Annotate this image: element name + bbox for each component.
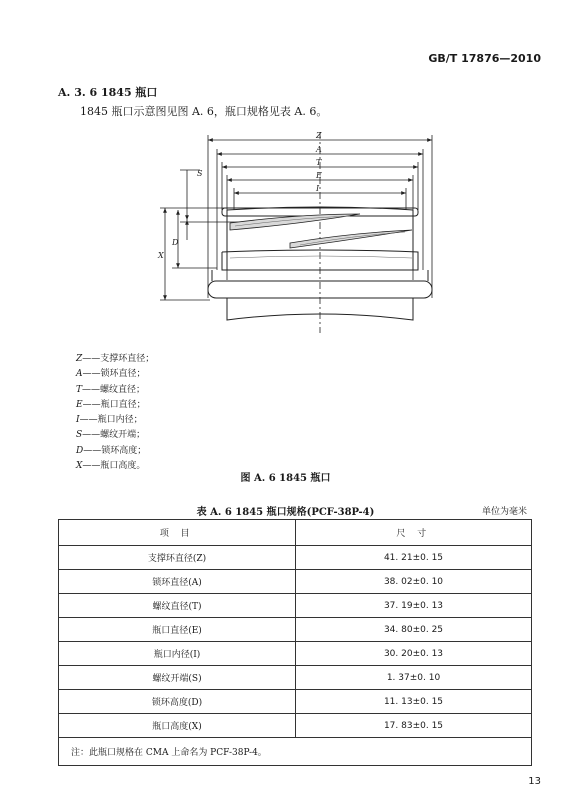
row-item: 瓶口高度(X): [59, 714, 296, 738]
table-row: [59, 570, 532, 594]
header-item: 项 目: [59, 520, 296, 546]
table-note-row: [59, 738, 532, 766]
table-row: [59, 714, 532, 738]
row-item: 锁环直径(A): [59, 570, 296, 594]
legend-item: D——锁环高度；: [76, 445, 147, 456]
legend-item: A——锁环直径；: [76, 369, 146, 380]
legend-item: E——瓶口直径；: [76, 399, 146, 410]
row-value: 37. 19±0. 13: [296, 594, 532, 618]
row-item: 锁环高度(D): [59, 690, 296, 714]
legend-item: X——瓶口高度。: [76, 461, 146, 472]
table-row: [59, 690, 532, 714]
row-value: 30. 20±0. 13: [296, 642, 532, 666]
table-row: [59, 642, 532, 666]
standard-code: GB/T 17876—2010: [428, 52, 541, 65]
bottle-finish-diagram: [150, 130, 450, 335]
thread-profile: [230, 214, 412, 248]
figure-caption: 图 A. 6 1845 瓶口: [240, 473, 331, 484]
dim-label-i: I: [316, 184, 320, 193]
section-title: A. 3. 6 1845 瓶口: [58, 86, 158, 99]
row-value: 11. 13±0. 15: [296, 690, 532, 714]
table-row: [59, 666, 532, 690]
row-value: 38. 02±0. 10: [296, 570, 532, 594]
row-item: 瓶口直径(E): [59, 618, 296, 642]
row-value: 17. 83±0. 15: [296, 714, 532, 738]
row-item: 螺纹直径(T): [59, 594, 296, 618]
row-item: 螺纹开端(S): [59, 666, 296, 690]
page-number: 13: [528, 776, 541, 787]
row-item: 瓶口内径(I): [59, 642, 296, 666]
header-size: 尺 寸: [296, 520, 532, 546]
dim-label-t: T: [316, 158, 322, 167]
dim-label-d: D: [172, 238, 179, 247]
table-row: [59, 618, 532, 642]
legend-item: T——螺纹直径；: [76, 384, 146, 395]
spec-table: [58, 519, 532, 766]
dim-label-x: X: [158, 251, 164, 260]
dim-label-e: E: [316, 171, 322, 180]
row-item: 支撑环直径(Z): [59, 546, 296, 570]
row-value: 41. 21±0. 15: [296, 546, 532, 570]
dim-label-s: S: [197, 169, 203, 178]
legend-item: I——瓶口内径；: [76, 415, 143, 426]
legend-item: S——螺纹开端；: [76, 430, 146, 441]
table-title: 表 A. 6 1845 瓶口规格(PCF-38P-4): [196, 507, 375, 518]
legend-item: Z——支撑环直径；: [76, 354, 155, 364]
table-header-row: [59, 520, 532, 546]
table-note: 注：此瓶口规格在 CMA 上命名为 PCF-38P-4。: [59, 738, 532, 766]
dim-label-z: Z: [316, 131, 322, 140]
row-value: 1. 37±0. 10: [296, 666, 532, 690]
symbol-legend: [76, 352, 154, 474]
table-unit: 单位为毫米: [481, 507, 527, 517]
dim-label-a: A: [316, 145, 322, 154]
row-value: 34. 80±0. 25: [296, 618, 532, 642]
table-row: [59, 546, 532, 570]
table-row: [59, 594, 532, 618]
section-intro: 1845 瓶口示意图见图 A. 6，瓶口规格见表 A. 6。: [80, 105, 328, 118]
